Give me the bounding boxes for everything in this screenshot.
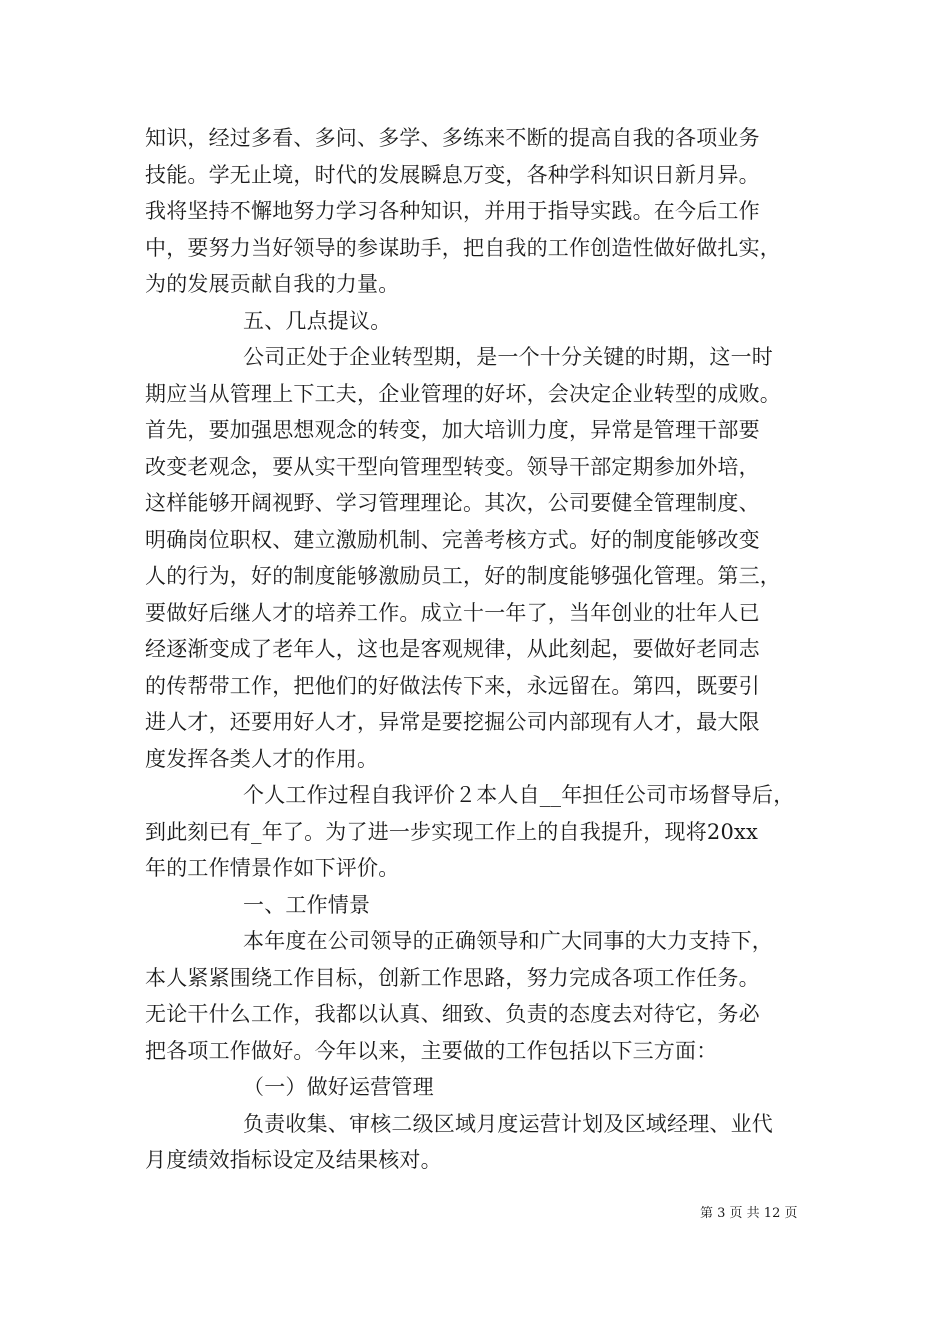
subsection-heading: （一）做好运营管理 xyxy=(243,1075,434,1099)
text-line: 要做好后继人才的培养工作。成立十一年了，当年创业的壮年人已 xyxy=(145,600,760,625)
paragraph-start: 负责收集、审核二级区域月度运营计划及区域经理、业代 xyxy=(243,1111,773,1136)
paragraph-start: 本年度在公司领导的正确领导和广大同事的大力支持下， xyxy=(243,929,773,953)
section-heading: 一、工作情景 xyxy=(243,892,371,917)
page-number: 第 3 页 共 12 页 xyxy=(700,1206,798,1221)
text-line: 改变老观念，要从实干型向管理型转变。领导干部定期参加外培， xyxy=(145,454,760,479)
text-line: 为的发展贡献自我的力量。 xyxy=(145,272,400,296)
text-line: 经逐渐变成了老年人，这也是客观规律，从此刻起，要做好老同志 xyxy=(145,637,760,661)
text-line: 年的工作情景作如下评价。 xyxy=(145,856,400,880)
paragraph-start: 公司正处于企业转型期，是一个十分关键的时期，这一时 xyxy=(243,345,773,369)
paragraph-start: 个人工作过程自我评价２本人自__年担任公司市场督导后， xyxy=(243,783,795,807)
text-line: 我将坚持不懈地努力学习各种知识，并用于指导实践。在今后工作 xyxy=(145,199,760,223)
section-heading: 五、几点提议。 xyxy=(243,308,392,333)
text-line: 到此刻已有_年了。为了进一步实现工作上的自我提升，现将20xx xyxy=(145,819,759,844)
text-line: 明确岗位职权、建立激励机制、完善考核方式。好的制度能够改变 xyxy=(145,527,760,552)
text-line: 知识，经过多看、多问、多学、多练来不断的提高自我的各项业务 xyxy=(145,126,760,150)
text-line: 这样能够开阔视野、学习管理理论。其次，公司要健全管理制度、 xyxy=(145,491,760,515)
text-line: 的传帮带工作，把他们的好做法传下来，永远留在。第四，既要引 xyxy=(145,673,760,698)
text-line: 无论干什么工作，我都以认真、细致、负责的态度去对待它，务必 xyxy=(145,1002,760,1026)
text-line: 首先，要加强思想观念的转变，加大培训力度，异常是管理干部要 xyxy=(145,418,760,442)
text-line: 月度绩效指标设定及结果核对。 xyxy=(145,1148,442,1172)
text-line: 度发挥各类人才的作用。 xyxy=(145,746,379,771)
text-line: 技能。学无止境，时代的发展瞬息万变，各种学科知识日新月异。 xyxy=(145,162,760,187)
text-line: 人的行为，好的制度能够激励员工，好的制度能够强化管理。第三， xyxy=(145,564,781,588)
text-line: 进人才，还要用好人才，异常是要挖掘公司内部现有人才，最大限 xyxy=(145,710,760,734)
text-line: 把各项工作做好。今年以来，主要做的工作包括以下三方面： xyxy=(145,1038,718,1063)
document-body xyxy=(145,120,810,1179)
text-line: 中，要努力当好领导的参谋助手，把自我的工作创造性做好做扎实， xyxy=(145,235,781,260)
text-line: 期应当从管理上下工夫，企业管理的好坏，会决定企业转型的成败。 xyxy=(145,381,781,406)
text-line: 本人紧紧围绕工作目标，创新工作思路，努力完成各项工作任务。 xyxy=(145,965,760,990)
